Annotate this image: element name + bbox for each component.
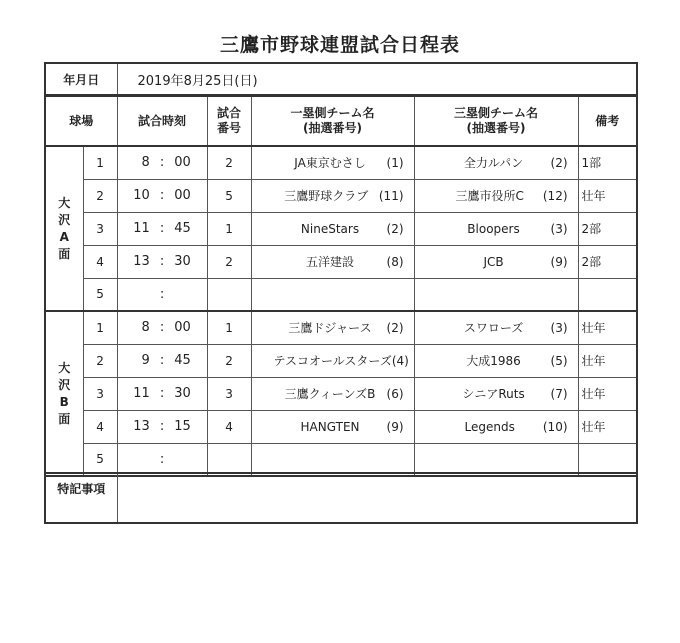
division-note: 壮年 xyxy=(578,377,637,410)
venue-b-section xyxy=(45,311,637,476)
schedule-row xyxy=(45,245,637,278)
third-base-team-name: JCB xyxy=(483,254,504,269)
schedule-table xyxy=(44,95,638,477)
time-colon: : xyxy=(159,451,165,467)
match-hour: 8 xyxy=(141,320,150,336)
match-hour xyxy=(128,452,150,467)
row-number: 5 xyxy=(83,278,117,311)
first-base-team xyxy=(251,377,414,410)
division-note xyxy=(578,278,637,311)
first-base-team xyxy=(251,212,414,245)
match-number: 2 xyxy=(207,146,251,179)
row-number: 4 xyxy=(83,245,117,278)
third-base-team xyxy=(414,179,578,212)
match-time xyxy=(117,278,207,311)
row-number: 2 xyxy=(83,179,117,212)
third-base-team xyxy=(414,146,578,179)
third-base-lottery-number: (5) xyxy=(550,353,568,368)
venue-name: 大 沢 A 面 xyxy=(45,146,83,311)
special-notes-content xyxy=(117,473,637,523)
special-notes-label: 特記事項 xyxy=(45,473,117,523)
first-base-lottery-number: (2) xyxy=(386,221,404,236)
schedule-row xyxy=(45,311,637,344)
third-base-team xyxy=(414,212,578,245)
first-base-lottery-number: (9) xyxy=(386,419,404,434)
time-colon: : xyxy=(159,419,165,434)
time-colon: : xyxy=(159,286,165,302)
schedule-row xyxy=(45,212,637,245)
time-colon: : xyxy=(159,320,165,336)
match-number: 3 xyxy=(207,377,251,410)
date-table xyxy=(44,62,638,96)
division-note: 2部 xyxy=(578,245,637,278)
third-base-team-name: 三鷹市役所C xyxy=(455,189,524,203)
third-base-team-header xyxy=(414,96,578,146)
division-note: 1部 xyxy=(578,146,637,179)
first-base-team xyxy=(251,410,414,443)
schedule-row xyxy=(45,179,637,212)
third-base-team xyxy=(414,344,578,377)
first-base-lottery-number: (8) xyxy=(386,254,404,269)
first-base-team-name: 三鷹クィーンズB xyxy=(284,387,376,401)
match-minute: 45 xyxy=(174,353,191,368)
match-time xyxy=(117,311,207,344)
schedule-row xyxy=(45,410,637,443)
match-no-header-line1: 試合 xyxy=(217,106,242,120)
first-base-team-name: テスコオールスターズ xyxy=(273,354,392,368)
page-title: 三鷹市野球連盟試合日程表 xyxy=(219,34,460,56)
schedule-row xyxy=(45,146,637,179)
match-minute: 00 xyxy=(174,155,191,171)
time-colon: : xyxy=(159,221,165,236)
time-colon: : xyxy=(159,353,165,368)
match-hour: 11 xyxy=(133,386,150,401)
first-base-team xyxy=(251,146,414,179)
schedule-row xyxy=(45,344,637,377)
first-base-lottery-number: (11) xyxy=(378,188,404,203)
date-label: 年月日 xyxy=(45,63,117,95)
first-team-header-line2: (抽選番号) xyxy=(303,121,362,135)
first-team-header-line1: 一塁側チーム名 xyxy=(290,106,375,120)
schedule-row xyxy=(45,377,637,410)
match-hour: 13 xyxy=(133,254,150,269)
first-base-lottery-number: (1) xyxy=(386,155,404,170)
first-base-team xyxy=(251,179,414,212)
match-hour: 8 xyxy=(141,155,150,171)
first-base-team xyxy=(251,245,414,278)
special-notes-table xyxy=(44,472,638,524)
row-number: 1 xyxy=(83,146,117,179)
date-value: 2019年8月25日(日) xyxy=(117,63,637,95)
match-time xyxy=(117,179,207,212)
time-header: 試合時刻 xyxy=(117,96,207,146)
match-time xyxy=(117,212,207,245)
match-number: 2 xyxy=(207,344,251,377)
match-number: 4 xyxy=(207,410,251,443)
first-base-lottery-number: (4) xyxy=(391,353,409,368)
first-base-team-name: 三鷹野球クラブ xyxy=(284,189,369,203)
third-base-team-name: 大成1986 xyxy=(466,354,521,368)
time-colon: : xyxy=(159,254,165,269)
third-base-team xyxy=(414,278,578,311)
venue-a-section xyxy=(45,146,637,311)
third-base-lottery-number: (7) xyxy=(550,386,568,401)
first-base-team xyxy=(251,344,414,377)
third-team-header-line2: (抽選番号) xyxy=(466,121,526,135)
match-time xyxy=(117,377,207,410)
match-time xyxy=(117,410,207,443)
row-number: 3 xyxy=(83,377,117,410)
match-number: 5 xyxy=(207,179,251,212)
match-number: 1 xyxy=(207,212,251,245)
match-no-header xyxy=(207,96,251,146)
match-hour: 11 xyxy=(133,221,150,236)
third-base-lottery-number: (2) xyxy=(550,155,568,170)
first-base-team-name: JA東京むさし xyxy=(294,156,366,171)
match-no-header-line2: 番号 xyxy=(217,121,242,135)
match-hour: 9 xyxy=(141,353,150,368)
division-note: 壮年 xyxy=(578,344,637,377)
match-number xyxy=(207,278,251,311)
row-number: 5 xyxy=(83,443,117,476)
match-hour: 10 xyxy=(133,188,150,203)
match-minute xyxy=(174,452,196,467)
row-number: 4 xyxy=(83,410,117,443)
match-time xyxy=(117,146,207,179)
match-minute: 30 xyxy=(174,386,191,401)
first-base-lottery-number: (2) xyxy=(386,320,404,335)
match-time xyxy=(117,245,207,278)
third-base-team-name: スワローズ xyxy=(463,321,524,336)
first-base-team-name: 三鷹ドジャース xyxy=(288,321,372,336)
match-minute: 45 xyxy=(174,221,191,236)
match-minute xyxy=(174,287,196,302)
division-note: 壮年 xyxy=(578,410,637,443)
match-minute: 15 xyxy=(174,419,191,434)
third-base-team-name: Legends xyxy=(464,419,515,434)
time-colon: : xyxy=(159,155,165,171)
match-time xyxy=(117,344,207,377)
match-minute: 00 xyxy=(174,320,191,336)
third-base-team xyxy=(414,245,578,278)
division-note: 壮年 xyxy=(578,311,637,344)
match-number: 1 xyxy=(207,311,251,344)
third-base-lottery-number: (10) xyxy=(542,419,568,434)
first-base-team-name: NineStars xyxy=(300,221,360,236)
venue-name: 大 沢 B 面 xyxy=(45,311,83,476)
first-base-team-name: HANGTEN xyxy=(300,419,360,434)
third-base-team-name: シニアRuts xyxy=(462,387,525,401)
third-base-team xyxy=(414,377,578,410)
first-base-team xyxy=(251,311,414,344)
first-base-team xyxy=(251,278,414,311)
third-base-lottery-number: (12) xyxy=(542,188,568,203)
match-minute: 00 xyxy=(174,188,191,203)
third-team-header-line1: 三塁側チーム名 xyxy=(454,106,539,120)
row-number: 3 xyxy=(83,212,117,245)
third-base-team-name: 全力ルパン xyxy=(463,156,524,171)
third-base-team-name: Bloopers xyxy=(467,221,520,236)
first-base-team-name: 五洋建設 xyxy=(306,255,355,269)
header-row xyxy=(45,96,637,146)
match-number: 2 xyxy=(207,245,251,278)
time-colon: : xyxy=(159,386,165,401)
match-hour: 13 xyxy=(133,419,150,434)
schedule-row xyxy=(45,278,637,311)
third-base-lottery-number: (9) xyxy=(550,254,568,269)
match-minute: 30 xyxy=(174,254,191,269)
third-base-team xyxy=(414,311,578,344)
third-base-lottery-number: (3) xyxy=(550,320,568,335)
time-colon: : xyxy=(159,188,165,203)
first-base-team-header xyxy=(251,96,414,146)
match-hour xyxy=(128,287,150,302)
third-base-team xyxy=(414,410,578,443)
division-note: 壮年 xyxy=(578,179,637,212)
row-number: 2 xyxy=(83,344,117,377)
first-base-lottery-number: (6) xyxy=(386,386,404,401)
row-number: 1 xyxy=(83,311,117,344)
third-base-lottery-number: (3) xyxy=(550,221,568,236)
notes-header: 備考 xyxy=(578,96,637,146)
division-note: 2部 xyxy=(578,212,637,245)
venue-header: 球場 xyxy=(45,96,117,146)
